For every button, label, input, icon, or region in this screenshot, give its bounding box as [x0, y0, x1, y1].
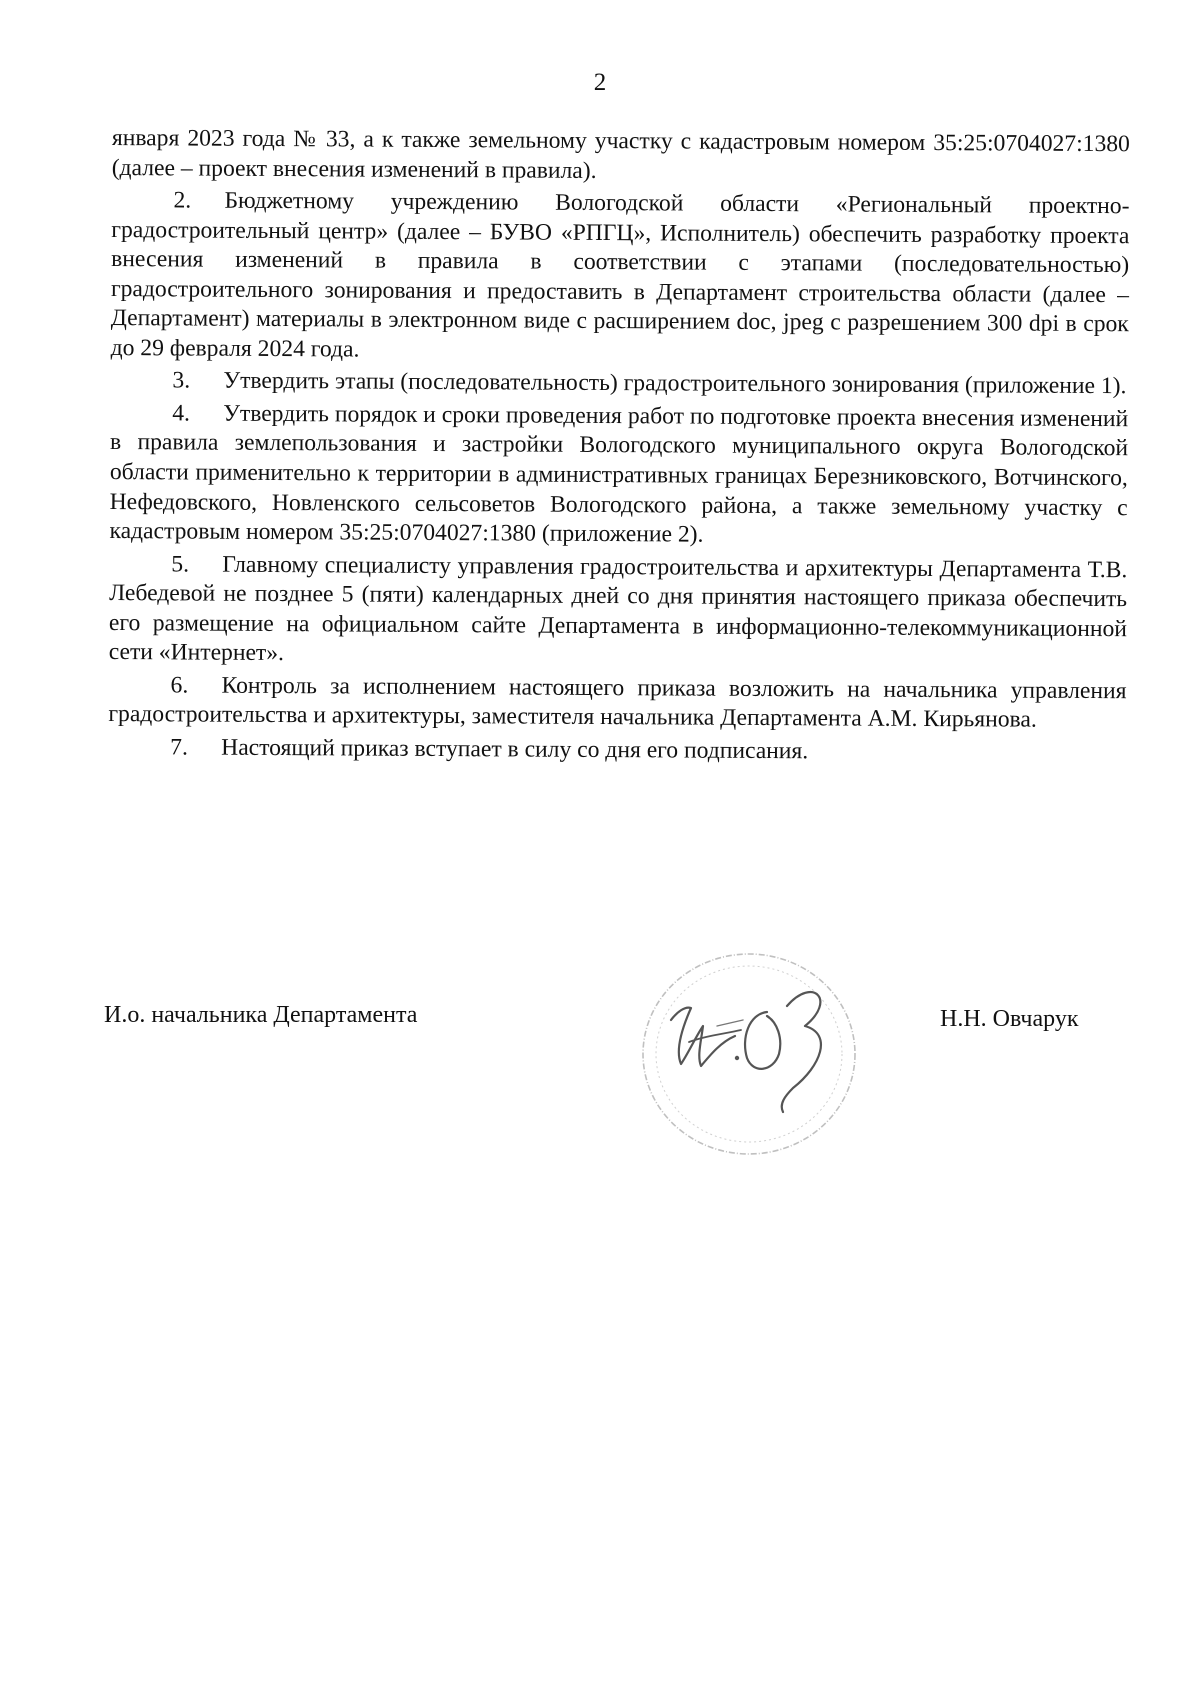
paragraph-1-continuation — [112, 124, 1130, 189]
paragraph-number: 6. — [170, 672, 189, 699]
page-number: 2 — [593, 69, 607, 96]
paragraph-text: Утвердить порядок и сроки проведения работ по подготовке проекта внесения изменений в правила землепользования и застройки Вологодского муниципального округа Вологодской области применительно к территории в административных границах Березниковского, Вотчинского, Нефедовского, Новленского сельсоветов Вологодского района, а также земельному участку с кадастровым номером 35:25:0704027:1380 (приложение 2). — [109, 400, 1129, 548]
seal-with-signature-icon — [631, 946, 877, 1164]
paragraph-number: 7. — [170, 734, 188, 761]
paragraph-text: Бюджетному учреждению Вологодской области «Региональный проектно-градостроительный центр» (далее – БУВО «РПГЦ», Исполнитель) обеспечить разработку проекта внесения изменений в правила в соответствии с этапами (последовательностью) градостроительного зонирования и предоставить в Департамент строительства области (далее – Департамент) материалы в электронном виде с расширением doc, jpeg с разрешением 300 dpi в срок до 29 февраля 2024 года. — [110, 187, 1130, 363]
paragraph-number: 4. — [172, 400, 191, 427]
paragraph-text: Утвердить этапы (последовательность) градостроительного зонирования (приложение 1). — [223, 368, 1127, 400]
paragraph-number: 2. — [173, 187, 192, 214]
paragraph-2 — [111, 186, 1130, 370]
paragraph-text: Контроль за исполнением настоящего приказа возложить на начальника управления градостроительства и архитектуры, заместителя начальника Департамента А.М. Кирьянова. — [108, 672, 1127, 733]
signature-block — [104, 1000, 1114, 1200]
paragraph-number: 5. — [171, 550, 190, 577]
signatory-position: И.о. начальника Департамента — [104, 1002, 418, 1028]
paragraph-5 — [109, 549, 1128, 674]
paragraph-text: Главному специалисту управления градостроительства и архитектуры Департамента Т.В. Лебедевой не позднее 5 (пяти) календарных дней со дня принятия настоящего приказа обеспечить его размещение на официальном сайте Департамента в информационно-телекоммуникационной сети «Интернет». — [108, 551, 1128, 667]
paragraph-text: Настоящий приказ вступает в силу со дня его подписания. — [221, 734, 809, 764]
paragraph-3 — [110, 366, 1128, 402]
paragraph-6 — [108, 671, 1126, 736]
paragraph-4 — [109, 399, 1128, 553]
order-body — [108, 124, 1130, 771]
paragraph-number: 3. — [172, 367, 191, 394]
paragraph-7 — [108, 733, 1126, 769]
paragraph-text: января 2023 года № 33, а к также земельному участку с кадастровым номером 35:25:0704027:1380 (далее – проект внесения изменений в правила). — [111, 124, 1130, 184]
signatory-name: Н.Н. Овчарук — [940, 1006, 1079, 1032]
